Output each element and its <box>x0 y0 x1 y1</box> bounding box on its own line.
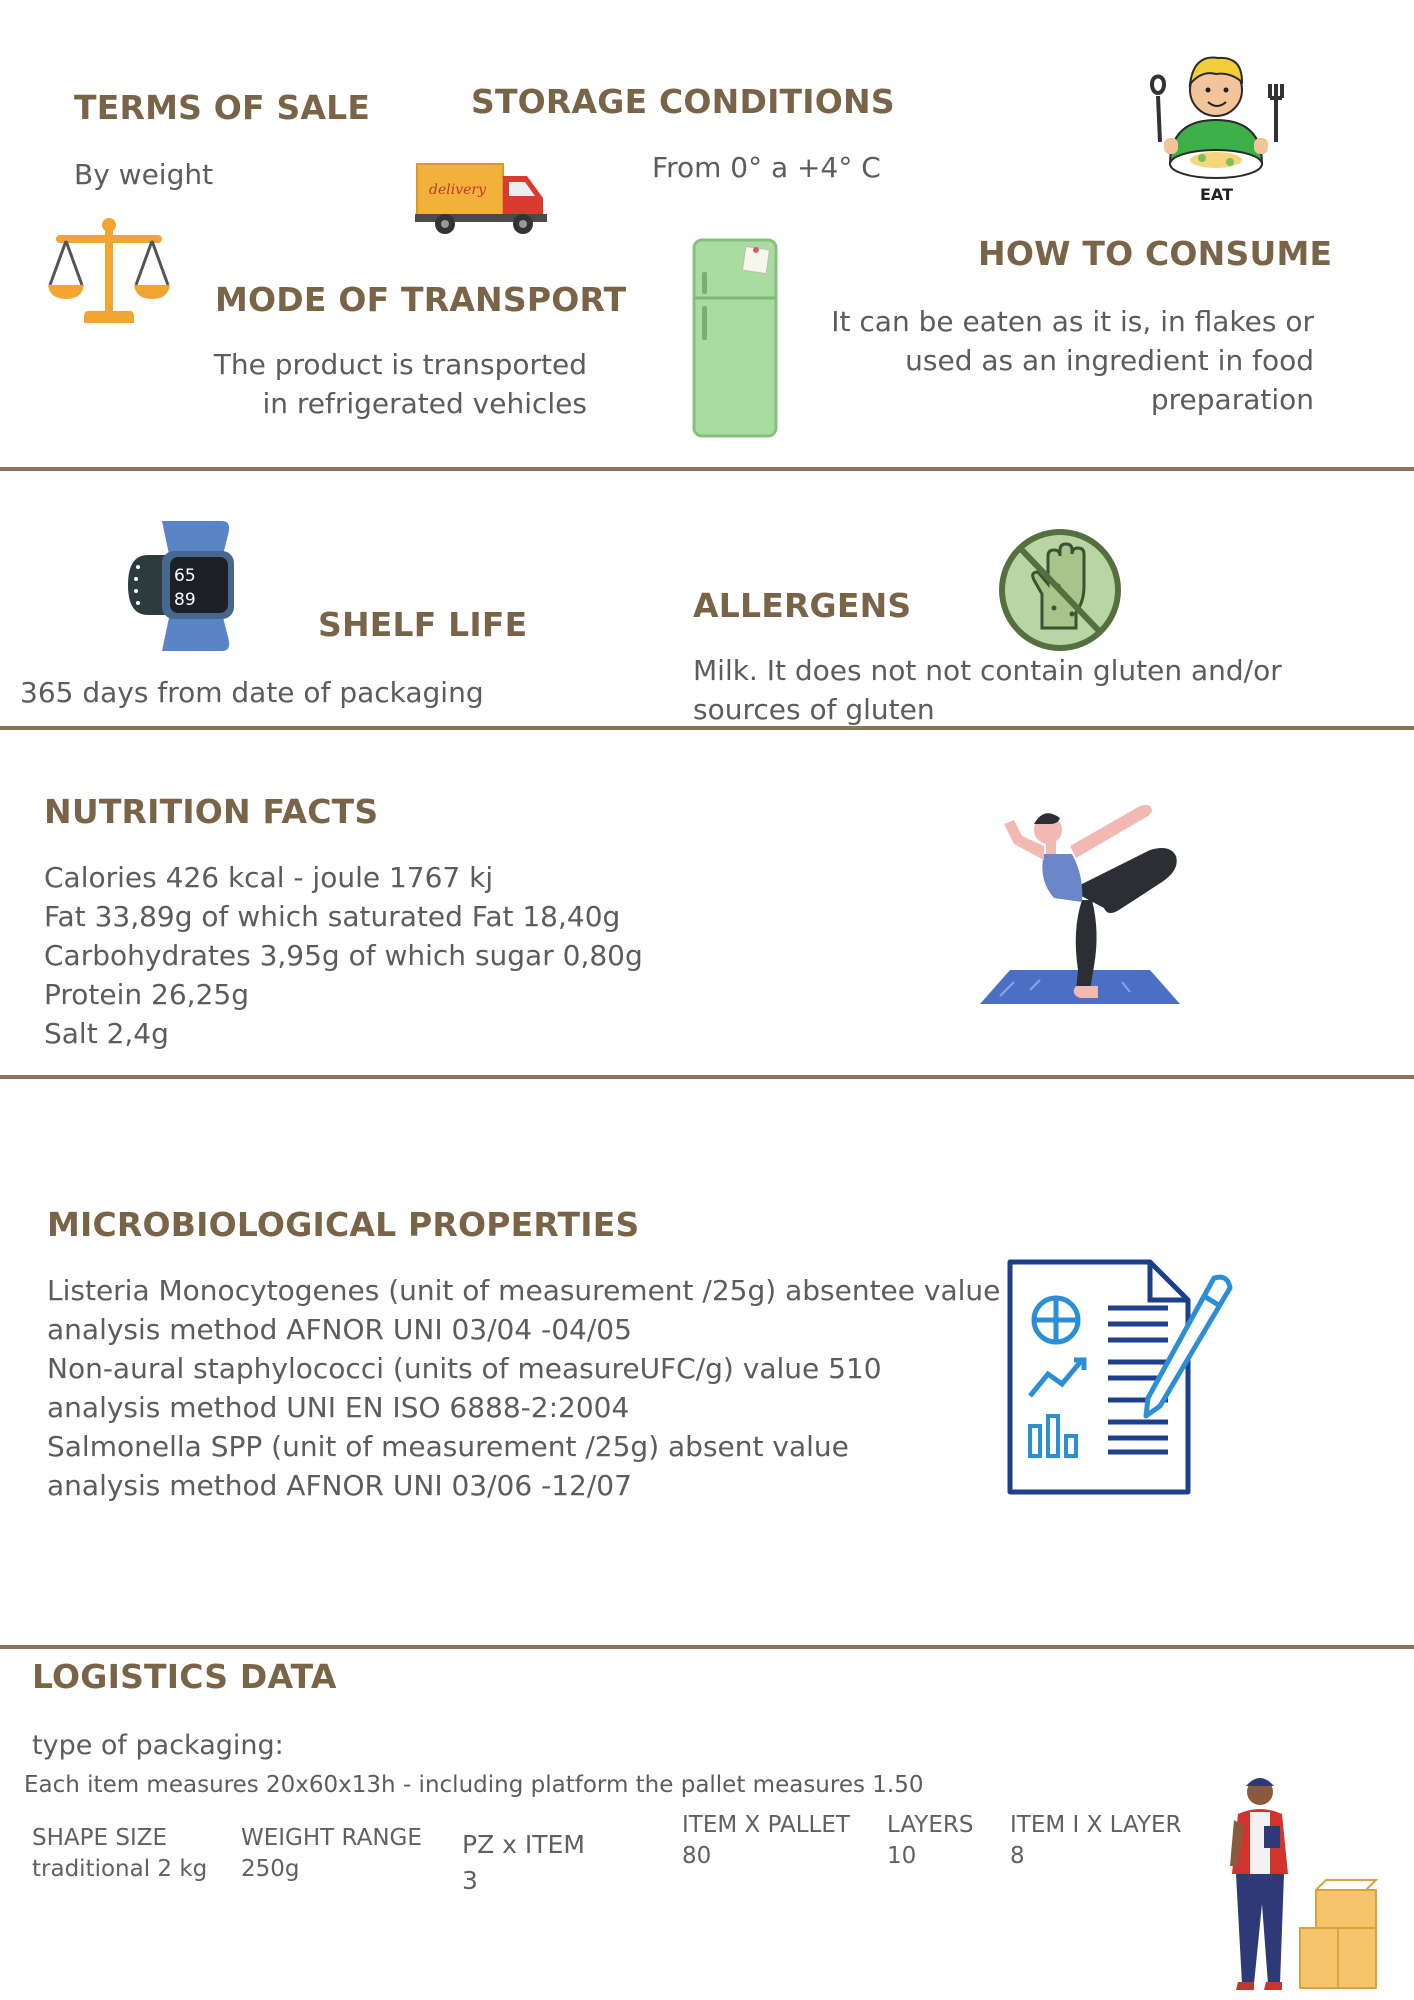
logistics-column-value: 3 <box>462 1866 478 1895</box>
yoga-pose-icon <box>940 790 1245 1045</box>
refrigerator-icon <box>690 236 780 440</box>
micro-line: Listeria Monocytogenes (unit of measurement /25g) absentee value <box>47 1274 1001 1307</box>
allergens-line: Milk. It does not not contain gluten and/or <box>693 654 1282 687</box>
logistics-column-label: PZ x ITEM <box>462 1830 585 1859</box>
nutrition-line: Protein 26,25g <box>44 978 249 1011</box>
logistics-column-value: 10 <box>887 1843 917 1869</box>
mode-of-transport-line: The product is transported <box>213 348 587 381</box>
logistics-column-value: 80 <box>682 1843 712 1869</box>
logistics-column <box>462 1827 585 1899</box>
how-to-consume-line: It can be eaten as it is, in flakes or <box>831 305 1314 338</box>
section-divider <box>0 467 1414 471</box>
storage-conditions-title: STORAGE CONDITIONS <box>471 82 895 121</box>
logistics-column-label: WEIGHT RANGE <box>241 1825 422 1851</box>
allergens-title: ALLERGENS <box>693 586 912 625</box>
microbiological-properties-title: MICROBIOLOGICAL PROPERTIES <box>47 1205 640 1244</box>
terms-of-sale-text: By weight <box>74 158 214 191</box>
nutrition-line: Salt 2,4g <box>44 1017 169 1050</box>
nutrition-facts-title: NUTRITION FACTS <box>44 792 379 831</box>
how-to-consume-title: HOW TO CONSUME <box>978 234 1333 273</box>
watch-bottom-value: 89 <box>174 590 196 610</box>
logistics-column <box>682 1810 850 1872</box>
logistics-column <box>887 1810 973 1872</box>
watch-top-value: 65 <box>174 566 196 586</box>
how-to-consume-line: used as an ingredient in food <box>905 344 1314 377</box>
scales-icon <box>46 215 172 327</box>
packaging-type-label: type of packaging: <box>32 1730 284 1761</box>
logistics-column-label: SHAPE SIZE <box>32 1825 168 1851</box>
logistics-data-title: LOGISTICS DATA <box>32 1657 337 1696</box>
smartwatch-icon <box>120 515 240 655</box>
nutrition-line: Calories 426 kcal - joule 1767 kj <box>44 861 494 894</box>
item-measures-text: Each item measures 20x60x13h - including platform the pallet measures 1.50 <box>24 1772 924 1798</box>
how-to-consume-line: preparation <box>1150 383 1314 416</box>
logistics-column-label: ITEM X PALLET <box>682 1812 850 1838</box>
section-divider <box>0 726 1414 730</box>
mode-of-transport-text <box>180 345 587 423</box>
logistics-column <box>32 1823 207 1885</box>
nutrition-facts-list <box>44 858 643 1053</box>
shelf-life-text: 365 days from date of packaging <box>20 676 484 709</box>
eating-person-icon <box>1130 38 1300 208</box>
mode-of-transport-title: MODE OF TRANSPORT <box>215 280 627 319</box>
micro-line: Salmonella SPP (unit of measurement /25g) absent value <box>47 1430 849 1463</box>
logistics-column <box>241 1823 422 1885</box>
terms-of-sale-title: TERMS OF SALE <box>74 88 371 127</box>
shelf-life-title: SHELF LIFE <box>318 605 528 644</box>
nutrition-line: Carbohydrates 3,95g of which sugar 0,80g <box>44 939 643 972</box>
micro-line: Non-aural staphylococci (units of measureUFC/g) value 510 <box>47 1352 882 1385</box>
logistics-column-value: 8 <box>1010 1843 1025 1869</box>
logistics-column-value: traditional 2 kg <box>32 1856 208 1882</box>
micro-line: analysis method AFNOR UNI 03/06 -12/07 <box>47 1469 632 1502</box>
mode-of-transport-line: in refrigerated vehicles <box>262 387 587 420</box>
logistics-column-label: ITEM I X LAYER <box>1010 1812 1182 1838</box>
logistics-column-value: 250g <box>241 1856 300 1882</box>
micro-line: analysis method AFNOR UNI 03/04 -04/05 <box>47 1313 632 1346</box>
micro-line: analysis method UNI EN ISO 6888-2:2004 <box>47 1391 630 1424</box>
delivery-worker-icon <box>1224 1770 1404 1995</box>
logistics-column-label: LAYERS <box>887 1812 974 1838</box>
microbiological-properties-list <box>47 1271 1000 1505</box>
logistics-column <box>1010 1810 1182 1872</box>
how-to-consume-text <box>820 302 1314 419</box>
storage-conditions-text: From 0° a +4° C <box>652 151 881 184</box>
eat-label: EAT <box>1200 185 1233 204</box>
section-divider <box>0 1645 1414 1649</box>
allergen-glove-icon <box>996 526 1124 654</box>
allergens-text <box>693 651 1282 729</box>
delivery-truck-icon <box>415 160 551 236</box>
nutrition-line: Fat 33,89g of which saturated Fat 18,40g <box>44 900 621 933</box>
report-document-icon <box>1004 1256 1254 1502</box>
allergens-line: sources of gluten <box>693 693 935 726</box>
section-divider <box>0 1075 1414 1079</box>
truck-label: delivery <box>429 182 486 198</box>
